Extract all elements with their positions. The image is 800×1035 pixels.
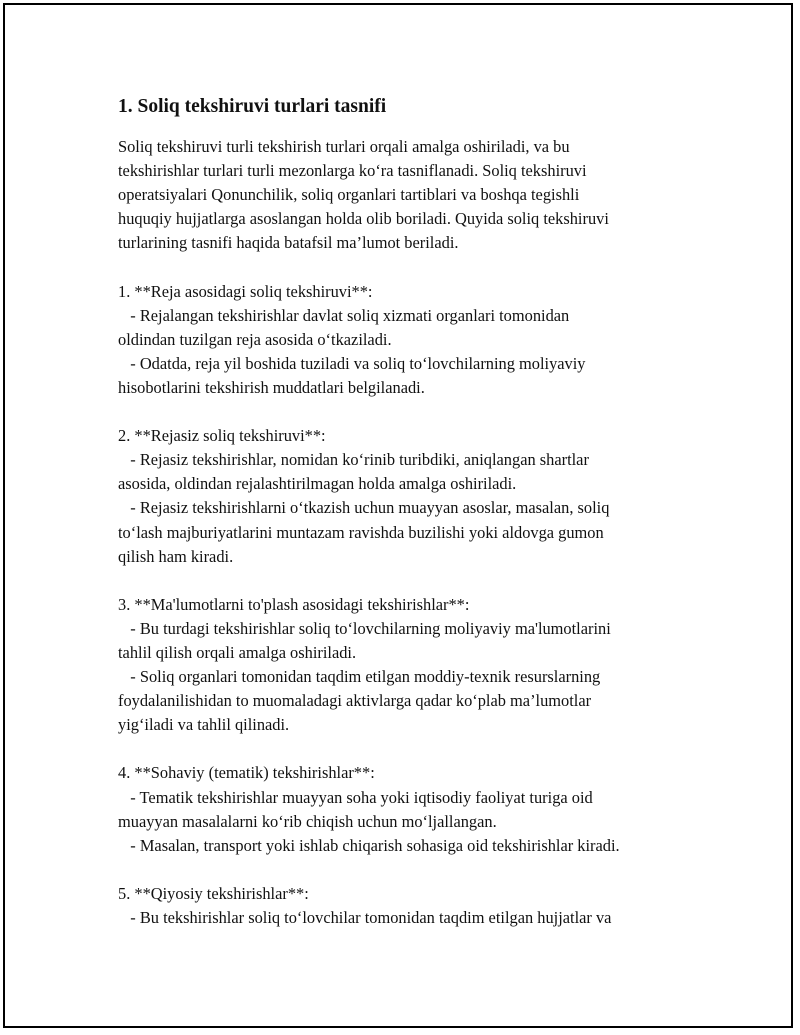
list-item-line: - Rejasiz tekshirishlar, nomidan ko‘rinib turibdiki, aniqlangan shartlar: [118, 450, 589, 470]
document-body: [118, 94, 698, 930]
list-item-line: tahlil qilish orqali amalga oshiriladi.: [118, 642, 357, 662]
list-item-title: 4. **Sohaviy (tematik) tekshirishlar**:: [118, 763, 375, 783]
list-item-line: - Rejalangan tekshirishlar davlat soliq xizmati organlari tomonidan: [118, 305, 570, 325]
paragraph-gap: [118, 400, 698, 424]
list-item-line: hisobotlarini tekshirish muddatlari belgilanadi.: [118, 377, 425, 397]
paragraph-gap: [118, 255, 698, 279]
list-item-line: - Bu turdagi tekshirishlar soliq to‘lovchilarning moliyaviy ma'lumotlarini: [118, 618, 611, 638]
list-item-title: 2. **Rejasiz soliq tekshiruvi**:: [118, 426, 326, 446]
section-heading: 1. Soliq tekshiruvi turlari tasnifi: [118, 96, 387, 117]
list-item-title: 5. **Qiyosiy tekshirishlar**:: [118, 883, 309, 903]
list-item-title: 1. **Reja asosidagi soliq tekshiruvi**:: [118, 281, 373, 301]
list-item-line: - Odatda, reja yil boshida tuziladi va soliq to‘lovchilarning moliyaviy: [118, 353, 586, 373]
list-item-line: foydalanilishidan to muomaladagi aktivlarga qadar ko‘plab ma’lumotlar: [118, 691, 592, 711]
list-item-line: - Soliq organlari tomonidan taqdim etilgan moddiy-texnik resurslarning: [118, 667, 601, 687]
list-item-line: muayyan masalalarni ko‘rib chiqish uchun mo‘ljallangan.: [118, 811, 497, 831]
paragraph-gap: [118, 569, 698, 593]
list-item-2: [118, 424, 698, 569]
list-item-5: [118, 882, 698, 930]
intro-paragraph: [118, 135, 698, 255]
list-item-line: asosida, oldindan rejalashtirilmagan holda amalga oshiriladi.: [118, 474, 517, 494]
intro-line: operatsiyalari Qonunchilik, soliq organlari tartiblari va boshqa tegishli: [118, 185, 580, 205]
intro-line: tekshirishlar turlari turli mezonlarga ko‘ra tasniflanadi. Soliq tekshiruvi: [118, 161, 587, 181]
paragraph-gap: [118, 858, 698, 882]
list-item-line: to‘lash majburiyatlarini muntazam ravishda buzilishi yoki aldovga gumon: [118, 522, 604, 542]
intro-line: Soliq tekshiruvi turli tekshirish turlari orqali amalga oshiriladi, va bu: [118, 137, 570, 156]
list-item-line: - Bu tekshirishlar soliq to‘lovchilar tomonidan taqdim etilgan hujjatlar va: [118, 908, 612, 927]
intro-line: huquqiy hujjatlarga asoslangan holda olib boriladi. Quyida soliq tekshiruvi: [118, 209, 609, 229]
list-item-title: 3. **Ma'lumotlarni to'plash asosidagi tekshirishlar**:: [118, 594, 470, 614]
list-item-line: yig‘iladi va tahlil qilinadi.: [118, 715, 290, 735]
list-item-line: qilish ham kiradi.: [118, 546, 234, 566]
list-item-3: [118, 593, 698, 738]
list-item-4: [118, 761, 698, 857]
list-item-line: oldindan tuzilgan reja asosida o‘tkaziladi.: [118, 329, 392, 349]
list-item-line: - Rejasiz tekshirishlarni o‘tkazish uchun muayyan asoslar, masalan, soliq: [118, 498, 610, 518]
list-item-line: - Masalan, transport yoki ishlab chiqarish sohasiga oid tekshirishlar kiradi.: [118, 835, 620, 855]
paragraph-gap: [118, 737, 698, 761]
list-item-1: [118, 280, 698, 400]
list-item-line: - Tematik tekshirishlar muayyan soha yoki iqtisodiy faoliyat turiga oid: [118, 787, 593, 807]
intro-line: turlarining tasnifi haqida batafsil ma’lumot beriladi.: [118, 233, 459, 253]
